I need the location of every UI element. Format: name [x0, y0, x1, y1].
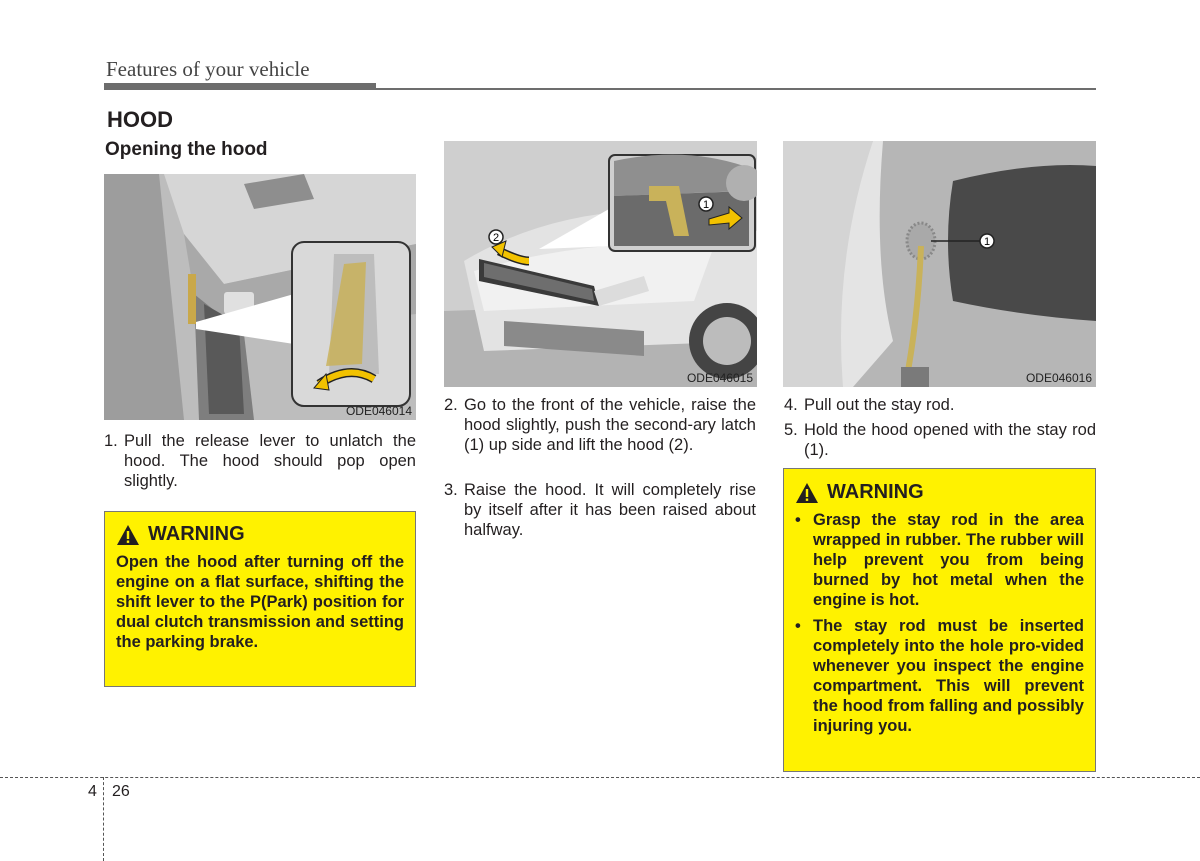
warning-bullet-text: The stay rod must be inserted completely into the hole pro-vided whenever you inspect the engine compartment. This will prevent the hood from falling and possibly injuring you.	[813, 617, 1084, 735]
figure-secondary-latch	[444, 141, 757, 387]
step-5	[784, 420, 1096, 460]
warning-box-stay-rod	[783, 468, 1096, 772]
figure-code: ODE046014	[345, 404, 412, 418]
warning-heading	[795, 481, 1084, 504]
vehicle-front-illustration	[444, 141, 757, 387]
step-1	[104, 431, 416, 491]
step-number: 5.	[784, 421, 798, 439]
release-lever-illustration	[104, 174, 416, 420]
step-number: 2.	[444, 396, 458, 414]
figure-code: ODE046016	[1025, 371, 1092, 385]
section-title: HOOD	[107, 107, 173, 132]
step-number: 3.	[444, 481, 458, 499]
step-number: 1.	[104, 432, 118, 450]
step-text: Pull out the stay rod.	[804, 396, 955, 414]
warning-bullets	[795, 510, 1084, 736]
step-text: Go to the front of the vehicle, raise the hood slightly, push the second-ary latch (1) up side and lift the hood (2).	[464, 396, 756, 454]
step-text: Pull the release lever to unlatch the hood. The hood should pop open slightly.	[124, 432, 416, 490]
chapter-number: 4	[88, 783, 97, 800]
figure-release-lever	[104, 174, 416, 420]
header-rule-thin	[376, 88, 1096, 90]
figure-code: ODE046015	[686, 371, 753, 385]
step-text: Hold the hood opened with the stay rod (1).	[804, 421, 1096, 459]
warning-bullet	[795, 510, 1084, 610]
figure-stay-rod	[783, 141, 1096, 387]
stay-rod-illustration	[783, 141, 1096, 387]
footer-rule	[0, 777, 1200, 778]
warning-box-hood	[104, 511, 416, 687]
callout-2: 2	[492, 232, 500, 244]
warning-text: Open the hood after turning off the engine on a flat surface, shifting the shift lever to the P(Park) position for dual clutch transmission and setting the parking brake.	[116, 553, 404, 651]
warning-bullet-text: Grasp the stay rod in the area wrapped in rubber. The rubber will help prevent you from being burned by hot metal when the engine is hot.	[813, 511, 1084, 609]
warning-triangle-icon	[795, 482, 819, 504]
warning-triangle-icon	[116, 524, 140, 546]
callout-1: 1	[702, 199, 710, 211]
running-header: Features of your vehicle	[106, 57, 310, 81]
header-rule-thick	[104, 83, 376, 90]
warning-bullet	[795, 616, 1084, 736]
subsection-title: Opening the hood	[105, 139, 268, 160]
bullet-icon: •	[795, 617, 801, 635]
step-number: 4.	[784, 396, 798, 414]
step-3	[444, 480, 756, 540]
footer-divider	[103, 777, 104, 861]
step-text: Raise the hood. It will completely rise by itself after it has been raised about halfway.	[464, 481, 756, 539]
warning-title: WARNING	[827, 481, 924, 503]
step-2	[444, 395, 756, 455]
step-4	[784, 395, 1096, 415]
page-number: 26	[112, 783, 130, 800]
bullet-icon: •	[795, 511, 801, 529]
callout-1: 1	[983, 236, 991, 248]
warning-heading	[116, 523, 404, 546]
warning-title: WARNING	[148, 523, 245, 545]
